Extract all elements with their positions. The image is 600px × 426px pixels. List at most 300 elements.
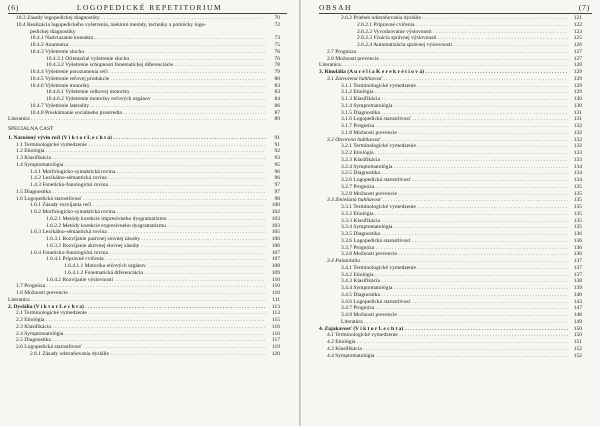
toc-entry bbox=[8, 270, 280, 277]
toc-entry-page: 137 bbox=[573, 258, 582, 264]
toc-entry bbox=[8, 62, 280, 69]
toc-entry bbox=[8, 256, 280, 263]
toc-entry bbox=[319, 238, 582, 245]
toc-entry bbox=[319, 251, 582, 258]
toc-entry bbox=[319, 258, 582, 265]
toc-section-heading bbox=[8, 126, 280, 133]
right-running-title: OBSAH bbox=[319, 3, 352, 12]
toc-entry bbox=[8, 337, 280, 344]
toc-entry-title: 2.6.2.2 Vyvodzovanie výslovnosti . . . bbox=[319, 29, 568, 36]
toc-entry-title: 1.6.4.1.2 Fonematická diferenciácia . . . bbox=[8, 270, 266, 277]
toc-entry bbox=[319, 191, 582, 198]
toc-entry-page: 107 bbox=[271, 249, 280, 256]
toc-entry bbox=[8, 135, 280, 142]
toc-entry-page: 135 bbox=[573, 183, 582, 190]
toc-entry-page: 116 bbox=[271, 330, 280, 337]
toc-entry bbox=[8, 76, 280, 83]
toc-entry-page: 134 bbox=[573, 170, 582, 177]
toc-entry-page: 93 bbox=[274, 155, 280, 161]
toc-entry-page: 127 bbox=[573, 55, 582, 62]
toc-entry-page: 115 bbox=[271, 317, 280, 323]
toc-entry bbox=[319, 292, 582, 299]
toc-entry bbox=[319, 211, 582, 218]
toc-entry bbox=[8, 310, 280, 317]
toc-entry-page: 87 bbox=[274, 109, 280, 116]
toc-entry bbox=[319, 29, 582, 36]
toc-entry-page: 135 bbox=[573, 210, 582, 217]
toc-entry bbox=[319, 312, 582, 319]
toc-entry-title: 1.6.2.1 Metódy korekcie impresívneho dysgramatizmu . . . bbox=[8, 216, 266, 223]
toc-entry-title: 3.1 Zatvorená huhňavosť . . . bbox=[319, 76, 568, 83]
toc-entry bbox=[8, 250, 280, 257]
toc-entry-title: 2.7 Prognóza . . . bbox=[319, 49, 568, 56]
left-header-rule bbox=[8, 13, 287, 14]
toc-entry-title: 3.1.6 Logopedická starostlivosť . . . bbox=[319, 116, 568, 123]
toc-entry-title: 3.2.6 Logopedická starostlivosť . . . bbox=[319, 177, 568, 184]
toc-entry-page: 135 bbox=[573, 197, 582, 204]
toc-entry bbox=[319, 96, 582, 103]
toc-entry bbox=[319, 35, 582, 42]
toc-entry bbox=[8, 83, 280, 90]
toc-entry bbox=[8, 142, 280, 149]
toc-entry-title: 3.2.4 Symptomatológia . . . bbox=[319, 164, 568, 171]
toc-entry-page: 134 bbox=[573, 163, 582, 170]
toc-entry-title: 3.4 Palatolália . . . bbox=[319, 258, 568, 265]
toc-entry bbox=[319, 278, 582, 285]
toc-entry bbox=[319, 218, 582, 225]
toc-entry-page: 131 bbox=[573, 116, 582, 123]
toc-entry-page: 102 bbox=[271, 209, 280, 215]
toc-entry bbox=[8, 148, 280, 155]
toc-entry-title: 3.2.2 Etiológia . . . bbox=[319, 150, 568, 157]
toc-entry bbox=[8, 216, 280, 223]
toc-entry-page: 97 bbox=[274, 188, 280, 195]
toc-entry-title: 3.4.2 Etiológia . . . bbox=[319, 272, 568, 279]
toc-entry bbox=[319, 285, 582, 292]
toc-entry bbox=[8, 202, 280, 209]
toc-entry-title: 3.3.5 Diagnostika . . . bbox=[319, 231, 568, 238]
toc-entry-title: 3.1.1 Terminologické vymedzenie . . . bbox=[319, 83, 568, 90]
toc-entry-title: 1.4.3 Foneticko-fonologická rovina . . . bbox=[8, 182, 266, 189]
toc-entry-title: 1.5 Diagnostika . . . bbox=[8, 189, 266, 196]
toc-entry-page: 76 bbox=[274, 48, 280, 55]
toc-entry bbox=[319, 62, 582, 69]
toc-entry-page: 96 bbox=[274, 175, 280, 182]
toc-entry bbox=[319, 245, 582, 252]
toc-entry-title: 3.1.8 Možnosti prevencie . . . bbox=[319, 130, 568, 137]
toc-entry bbox=[8, 331, 280, 338]
toc-entry-page: 100 bbox=[271, 202, 280, 209]
toc-entry-page: 152 bbox=[573, 345, 582, 352]
toc-entry-page: 151 bbox=[573, 339, 582, 345]
toc-entry-page: 130 bbox=[573, 102, 582, 109]
toc-entry-title: 2.4 Symptomatológia . . . bbox=[8, 331, 266, 338]
toc-entry bbox=[319, 326, 582, 333]
toc-entry bbox=[319, 319, 582, 326]
toc-entry-page: 127 bbox=[573, 48, 582, 55]
toc-entry-page: 73 bbox=[274, 35, 280, 42]
toc-entry-title: 10.4.3.2 Vyšetrenie schopnosti fonematickej diferenciácie . . . bbox=[8, 62, 266, 69]
toc-entry-title: 4.1 Terminologické vymedzenie . . . bbox=[319, 332, 568, 339]
toc-entry bbox=[8, 162, 280, 169]
toc-entry-title: 2.6 Logopedická starostlivosť . . . bbox=[8, 344, 266, 351]
toc-entry-title: 1.6.2.2 Metódy korekcie expresívneho dysgramatizmu . . . bbox=[8, 223, 266, 230]
toc-entry-page: 106 bbox=[271, 236, 280, 242]
toc-entry bbox=[319, 339, 582, 346]
toc-entry bbox=[319, 83, 582, 90]
toc-entry bbox=[319, 137, 582, 144]
toc-entry-page: 135 bbox=[573, 224, 582, 231]
toc-entry-page: 109 bbox=[271, 269, 280, 276]
toc-entry-page: 117 bbox=[271, 337, 280, 344]
toc-entry-page: 89 bbox=[274, 116, 280, 123]
toc-entry-page: 113 bbox=[271, 310, 280, 317]
toc-entry-page: 84 bbox=[274, 96, 280, 102]
toc-entry bbox=[319, 177, 582, 184]
toc-entry-title: Literatúra . . . bbox=[8, 297, 266, 304]
toc-entry-page: 136 bbox=[573, 244, 582, 251]
toc-entry bbox=[8, 96, 280, 103]
toc-entry bbox=[319, 89, 582, 96]
toc-entry-page: 150 bbox=[573, 332, 582, 339]
toc-entry bbox=[319, 15, 582, 22]
right-table-of-contents bbox=[319, 15, 582, 359]
toc-entry-page: 110 bbox=[271, 283, 280, 290]
toc-entry bbox=[8, 15, 280, 22]
toc-entry-page: 131 bbox=[573, 109, 582, 116]
toc-entry bbox=[319, 204, 582, 211]
toc-entry bbox=[8, 29, 280, 36]
toc-entry-title: 10.4.2 Anamnéza . . . bbox=[8, 42, 266, 49]
toc-entry-page: 105 bbox=[271, 229, 280, 236]
toc-entry bbox=[8, 116, 280, 123]
toc-entry-title: 3.4.4 Symptomatológia . . . bbox=[319, 285, 568, 292]
toc-entry-page: 96 bbox=[274, 168, 280, 175]
toc-entry-title: 1.6.3 Lexikálno-sémantická rovina . . . bbox=[8, 229, 266, 236]
toc-entry-title: 3.4.3 Klasifikácia . . . bbox=[319, 278, 568, 285]
toc-entry-title: 2.8 Možnosti prevencie . . . bbox=[319, 56, 568, 63]
right-header-rule bbox=[319, 13, 592, 14]
toc-entry bbox=[319, 272, 582, 279]
toc-entry-title: Literatúra . . . bbox=[319, 319, 568, 326]
toc-entry-page: 137 bbox=[573, 271, 582, 278]
toc-entry-title: 1.1 Terminologické vymedzenie . . . bbox=[8, 142, 266, 149]
toc-entry-title: 10.4.7 Vyšetrenie laterality . . . bbox=[8, 103, 266, 110]
toc-entry-title: 2.5 Diagnostika . . . bbox=[8, 337, 266, 344]
toc-entry-title: 3.4.6 Logopedická starostlivosť . . . bbox=[319, 299, 568, 306]
toc-entry-page: 113 bbox=[271, 303, 280, 310]
toc-entry-title: 1.4.1 Morfologicko-syntaktická rovina . . . bbox=[8, 169, 266, 176]
toc-entry bbox=[8, 290, 280, 297]
toc-entry-page: 122 bbox=[573, 21, 582, 28]
toc-entry bbox=[8, 277, 280, 284]
toc-entry-title: 2.6.1 Zásady odstraňovania dyslálie . . . bbox=[8, 351, 266, 358]
toc-entry bbox=[319, 184, 582, 191]
toc-entry-page: 111 bbox=[272, 296, 280, 303]
toc-entry-page: 133 bbox=[573, 150, 582, 156]
toc-entry bbox=[319, 116, 582, 123]
toc-entry-title: 3.2.3 Klasifikácia . . . bbox=[319, 157, 568, 164]
toc-entry-page: 135 bbox=[573, 217, 582, 224]
toc-entry-page: 86 bbox=[274, 102, 280, 109]
toc-entry bbox=[8, 189, 280, 196]
toc-entry-title: 1.6.3.1 Rozvíjanie pasívnej slovnej zásoby . . . bbox=[8, 236, 266, 243]
toc-entry bbox=[8, 243, 280, 250]
toc-entry bbox=[319, 164, 582, 171]
toc-entry-page: 152 bbox=[573, 352, 582, 359]
toc-entry-title: 1.4 Symptomatológia . . . bbox=[8, 162, 266, 169]
toc-entry-title: 4. Zajakavosť (V i k t o r L e c h t a) . . . bbox=[319, 326, 568, 333]
toc-entry-page: 126 bbox=[573, 42, 582, 48]
toc-entry-title: 10.4.6 Vyšetrenie motoriky . . . bbox=[8, 83, 266, 90]
toc-entry-page: 78 bbox=[274, 62, 280, 69]
toc-entry-title: 1.4.2 Lexikálno-sémantická rovina . . . bbox=[8, 175, 266, 182]
toc-entry bbox=[319, 22, 582, 29]
toc-entry bbox=[319, 123, 582, 130]
toc-entry bbox=[319, 170, 582, 177]
toc-entry-page: 83 bbox=[274, 82, 280, 89]
toc-entry bbox=[8, 209, 280, 216]
toc-entry bbox=[8, 22, 280, 29]
toc-entry bbox=[8, 169, 280, 176]
toc-entry-page: 120 bbox=[271, 350, 280, 357]
toc-entry-title: 1.6.4.2 Rozvíjanie výslovnosti . . . bbox=[8, 277, 266, 284]
toc-entry-page: 91 bbox=[274, 141, 280, 148]
toc-entry-page: 79 bbox=[274, 69, 280, 75]
toc-entry-title: 1.6.4.1.1 Motorika rečových orgánov . . . bbox=[8, 263, 266, 270]
toc-entry-title: 1.3 Klasifikácia . . . bbox=[8, 155, 266, 162]
toc-entry-page: 97 bbox=[274, 182, 280, 188]
toc-entry-title: 1.2 Etiológia . . . bbox=[8, 148, 266, 155]
toc-entry bbox=[319, 76, 582, 83]
toc-entry-title: 10.4.1 Nadviazanie kontaktu . . . bbox=[8, 35, 266, 42]
toc-entry-page: 110 bbox=[271, 276, 280, 283]
toc-entry-title: 2.2 Etiológia . . . bbox=[8, 317, 266, 324]
toc-entry bbox=[8, 89, 280, 96]
toc-entry-title: 1.6.4.1 Prípravné cvičenia . . . bbox=[8, 256, 266, 263]
toc-entry-title: 3.3.6 Logopedická starostlivosť . . . bbox=[319, 238, 568, 245]
toc-entry bbox=[319, 56, 582, 63]
toc-entry-page: 80 bbox=[274, 75, 280, 82]
toc-entry-page: 133 bbox=[573, 156, 582, 163]
toc-entry-page: 123 bbox=[573, 28, 582, 35]
toc-entry bbox=[8, 229, 280, 236]
toc-entry-title: 1. Narušený vývin reči (V i k t o r L e c h t a) . . . bbox=[8, 135, 266, 142]
toc-entry-page: 136 bbox=[573, 251, 582, 258]
toc-entry-title: pedickej diagnostiky bbox=[30, 28, 76, 35]
toc-entry-title: 4.3 Klasifikácia . . . bbox=[319, 346, 568, 353]
toc-entry-page: 106 bbox=[271, 242, 280, 249]
toc-entry-page: 129 bbox=[573, 89, 582, 96]
toc-entry-title: 10.4.6.1 Vyšetrenie celkovej motoriky . . . bbox=[8, 89, 266, 96]
toc-entry-page: 138 bbox=[573, 278, 582, 285]
toc-entry-page: 132 bbox=[573, 143, 582, 150]
toc-entry-title: 3.4.5 Diagnostika . . . bbox=[319, 292, 568, 299]
toc-entry-title: 1.8 Možnosti prevencie . . . bbox=[8, 290, 266, 297]
toc-entry bbox=[8, 175, 280, 182]
toc-entry bbox=[8, 155, 280, 162]
left-page bbox=[0, 0, 299, 426]
toc-entry bbox=[8, 49, 280, 56]
toc-entry-title: 3.1.4 Symptomatológia . . . bbox=[319, 103, 568, 110]
toc-entry-page: 103 bbox=[271, 215, 280, 222]
toc-entry-page: 135 bbox=[573, 204, 582, 210]
toc-entry-page: 135 bbox=[573, 190, 582, 197]
toc-entry-title: 3.1.2 Etiológia . . . bbox=[319, 89, 568, 96]
toc-entry bbox=[319, 299, 582, 306]
toc-entry-page: 129 bbox=[573, 82, 582, 89]
toc-entry-page: 72 bbox=[274, 21, 280, 28]
toc-entry bbox=[319, 110, 582, 117]
toc-entry-title: 3.4.8 Možnosti prevencie . . . bbox=[319, 312, 568, 319]
toc-entry-page: 95 bbox=[274, 161, 280, 168]
toc-entry bbox=[8, 69, 280, 76]
toc-entry-title: 3.3.7 Prognóza . . . bbox=[319, 245, 568, 252]
toc-entry-title: 10.4.3 Vyšetrenie sluchu . . . bbox=[8, 49, 266, 56]
toc-entry-page: 136 bbox=[573, 237, 582, 244]
right-page-number: (7) bbox=[578, 3, 590, 12]
toc-entry bbox=[8, 110, 280, 117]
toc-entry bbox=[319, 49, 582, 56]
toc-entry bbox=[8, 196, 280, 203]
toc-entry-title: 3.3.2 Etiológia . . . bbox=[319, 211, 568, 218]
toc-entry-title: 3.3.4 Symptomatológia . . . bbox=[319, 224, 568, 231]
toc-entry-title: 3.2.1 Terminologické vymedzenie . . . bbox=[319, 143, 568, 150]
toc-entry-title: 1.6.4 Foneticko-fonologická rovina . . . bbox=[8, 250, 266, 257]
toc-entry-page: 129 bbox=[573, 69, 582, 75]
toc-entry-title: 3.1.5 Diagnostika . . . bbox=[319, 110, 568, 117]
toc-entry-page: 149 bbox=[573, 318, 582, 325]
toc-entry-page: 132 bbox=[573, 123, 582, 129]
toc-entry-title: 10.4.3.1 Orientačné vyšetrenie sluchu . . . bbox=[8, 56, 266, 63]
left-page-number: (6) bbox=[8, 3, 20, 12]
toc-entry-page: 129 bbox=[573, 75, 582, 82]
toc-entry bbox=[8, 344, 280, 351]
toc-entry-title: 1.7 Prognóza . . . bbox=[8, 283, 266, 290]
toc-entry-title: 4.2 Etiológia . . . bbox=[319, 339, 568, 346]
toc-entry-page: 76 bbox=[274, 55, 280, 62]
toc-entry-page: 107 bbox=[271, 256, 280, 263]
toc-entry-title: 4.4 Symptomatológia . . . bbox=[319, 353, 568, 360]
toc-entry-title: 2.6.2.3 Fixácia správnej výslovnosti . . . bbox=[319, 35, 568, 42]
toc-entry bbox=[8, 35, 280, 42]
toc-entry bbox=[319, 224, 582, 231]
toc-entry-page: 121 bbox=[573, 15, 582, 21]
toc-entry-page: 110 bbox=[271, 290, 280, 296]
toc-entry-page: 91 bbox=[274, 134, 280, 141]
toc-entry-title: 3.4.7 Prognóza . . . bbox=[319, 305, 568, 312]
toc-entry-page: 70 bbox=[274, 15, 280, 21]
toc-entry-title: 3.1.3 Klasifikácia . . . bbox=[319, 96, 568, 103]
toc-entry bbox=[8, 317, 280, 324]
right-page bbox=[301, 0, 600, 426]
toc-entry-page: 98 bbox=[274, 195, 280, 202]
toc-entry bbox=[8, 351, 280, 358]
toc-entry-title: 10.4.8 Preskúmanie sociálneho prostredia . . . bbox=[8, 110, 266, 117]
toc-entry-title: 3.3.8 Možnosti prevencie . . . bbox=[319, 251, 568, 258]
toc-entry-page: 130 bbox=[573, 96, 582, 102]
toc-entry-page: 147 bbox=[573, 305, 582, 312]
toc-entry-page: 139 bbox=[573, 285, 582, 291]
toc-entry-page: 140 bbox=[573, 291, 582, 298]
toc-entry-page: 150 bbox=[573, 325, 582, 332]
toc-entry-title: 10.4.4 Vyšetrenie porozumenia reči . . . bbox=[8, 69, 266, 76]
left-table-of-contents bbox=[8, 15, 280, 358]
toc-entry bbox=[8, 223, 280, 230]
toc-entry-title: 3.2 Otvorená huhňavosť . . . bbox=[319, 137, 568, 144]
left-running-title: LOGOPEDICKÉ REPETITORIUM bbox=[76, 3, 223, 12]
toc-entry-page: 103 bbox=[271, 222, 280, 229]
toc-entry-page: 137 bbox=[573, 264, 582, 271]
toc-entry-title: 3.2.8 Možnosti prevencie . . . bbox=[319, 191, 568, 198]
toc-entry bbox=[8, 182, 280, 189]
toc-entry-page: 125 bbox=[573, 35, 582, 42]
toc-entry bbox=[319, 305, 582, 312]
toc-entry-title: 2.6.2 Priebeh odstraňovania dyslálie . . . bbox=[319, 15, 568, 22]
toc-entry bbox=[319, 332, 582, 339]
toc-entry bbox=[319, 231, 582, 238]
toc-entry bbox=[319, 103, 582, 110]
toc-entry-title: 2. Dyslália (V i k t o r L e c h t a) . . . bbox=[8, 304, 266, 311]
toc-entry-title: 3.4.1 Terminologické vymedzenie . . . bbox=[319, 265, 568, 272]
toc-entry-title: Literatúra . . . bbox=[8, 116, 266, 123]
toc-entry bbox=[8, 103, 280, 110]
toc-entry bbox=[8, 42, 280, 49]
toc-entry bbox=[8, 297, 280, 304]
toc-entry-page: 143 bbox=[573, 298, 582, 305]
toc-entry-page: 148 bbox=[573, 312, 582, 318]
toc-entry-page: 119 bbox=[271, 344, 280, 350]
toc-entry-title: 1.6.3.2 Rozvíjanie aktívnej slovnej zásoby . . . bbox=[8, 243, 266, 250]
toc-entry-title: 3.3.3 Klasifikácia . . . bbox=[319, 218, 568, 225]
toc-entry bbox=[319, 353, 582, 360]
toc-entry-title: 3. Rinolália (A u r é l i a K e r e k r é t i o v á) . . . bbox=[319, 69, 568, 76]
toc-entry bbox=[319, 143, 582, 150]
toc-entry-page: 108 bbox=[271, 263, 280, 269]
toc-entry bbox=[8, 263, 280, 270]
toc-entry bbox=[319, 157, 582, 164]
toc-entry bbox=[8, 304, 280, 311]
toc-entry-title: 1.6.2 Morfologicko-syntaktická rovina . . . bbox=[8, 209, 266, 216]
toc-entry-title: ŠPECIÁLNA ČASŤ bbox=[8, 125, 54, 132]
toc-entry-page: 132 bbox=[573, 136, 582, 143]
toc-entry-title: 2.1 Terminologické vymedzenie . . . bbox=[8, 310, 266, 317]
toc-entry-page: 136 bbox=[573, 231, 582, 237]
toc-entry-title: 10.4 Realizácia logopedického vyšetrenia, niektoré metódy, techniky a pomôcky logo- bbox=[16, 21, 207, 28]
toc-entry bbox=[319, 346, 582, 353]
toc-entry-title: 1.6 Logopedická starostlivosť . . . bbox=[8, 196, 266, 203]
toc-entry-title: 3.2.7 Prognóza . . . bbox=[319, 184, 568, 191]
toc-entry bbox=[319, 150, 582, 157]
toc-entry-title: Literatúra . . . bbox=[319, 62, 568, 69]
toc-entry bbox=[319, 265, 582, 272]
toc-entry-title: 10.4.6.2 Vyšetrenie motoriky rečových orgánov . . . bbox=[8, 96, 266, 103]
toc-entry bbox=[319, 197, 582, 204]
toc-entry-title: 3.1.7 Prognóza . . . bbox=[319, 123, 568, 130]
toc-entry-title: 10.4.5 Vyšetrenie rečovej produkcie . . . bbox=[8, 76, 266, 83]
toc-entry-title: 1.6.1 Zásady rozvíjania reči . . . bbox=[8, 202, 266, 209]
toc-entry bbox=[8, 283, 280, 290]
toc-entry bbox=[8, 236, 280, 243]
toc-entry bbox=[319, 130, 582, 137]
toc-entry bbox=[319, 42, 582, 49]
toc-entry-page: 134 bbox=[573, 177, 582, 183]
toc-entry-page: 132 bbox=[573, 129, 582, 136]
toc-entry-title: 2.3 Klasifikácia . . . bbox=[8, 324, 266, 331]
toc-entry-page: 83 bbox=[274, 89, 280, 96]
toc-entry-title: 2.6.2.1 Prípravné cvičenia . . . bbox=[319, 22, 568, 29]
toc-entry bbox=[319, 69, 582, 76]
